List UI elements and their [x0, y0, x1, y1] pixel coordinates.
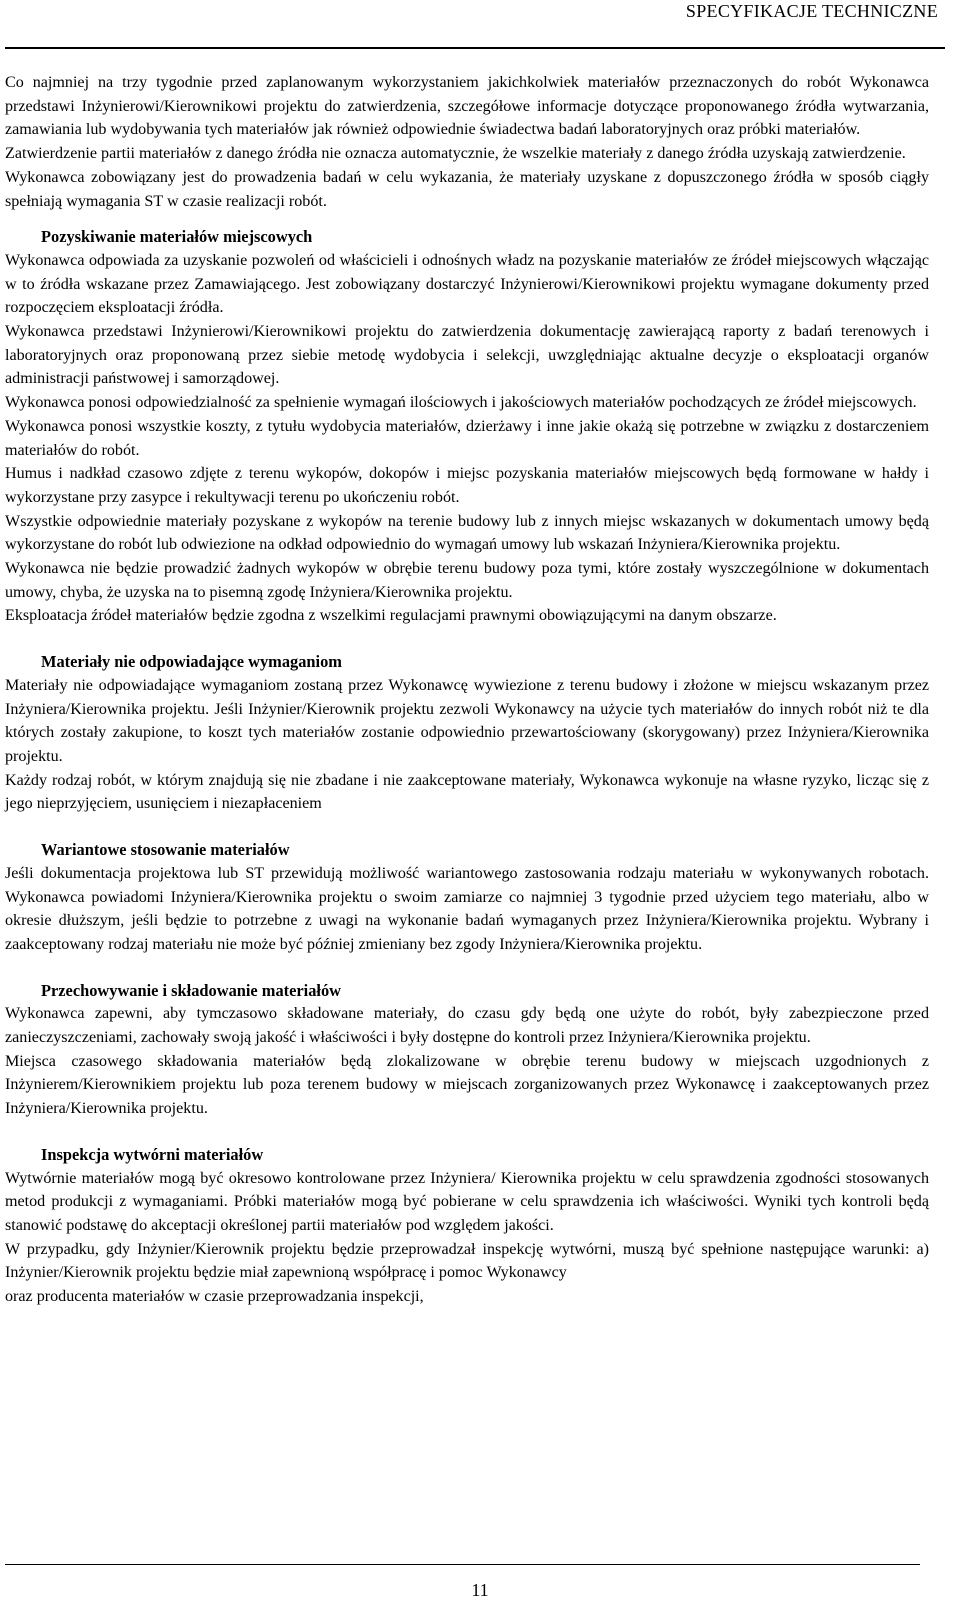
paragraph: Eksploatacja źródeł materiałów będzie zgodna z wszelkimi regulacjami prawnymi obowiązującymi na danym obszarze. — [5, 607, 777, 625]
paragraph: Jeśli dokumentacja projektowa lub ST przewidują możliwość wariantowego zastosowania rodzaju materiału w wykonywanych robotach. Wykonawca powiadomi Inżyniera/Kierownika projektu o swoim zamiarze co najmniej 3 tygodnie przed użyciem tego materiału, albo w okresie dłuższym, jeśli będzie to potrzebne z uwagi na wykonanie badań wymaganych przez Inżyniera/Kierownika projektu. Wybrany i zaakceptowany rodzaj materiału nie może być później zmieniany bez zgody Inżyniera/Kierownika projektu. — [5, 864, 929, 953]
paragraph: W przypadku, gdy Inżynier/Kierownik projektu będzie przeprowadzał inspekcję wytwórni, muszą być spełnione następujące warunki: a) Inżynier/Kierownik projektu będzie miał zapewnioną współpracę i pomoc Wykonawcy — [5, 1240, 929, 1282]
page-number: 11 — [471, 1580, 489, 1600]
paragraph: Wykonawca ponosi wszystkie koszty, z tytułu wydobycia materiałów, dzierżawy i inne jakie okażą się potrzebne w związku z dostarczeniem materiałów do robót. — [5, 417, 929, 459]
intro-paragraph-1: Co najmniej na trzy tygodnie przed zaplanowanym wykorzystaniem jakichkolwiek materiałów przeznaczonych do robót Wykonawca przedstawi Inżynierowi/Kierownikowi projektu do zatwierdzenia, szczegółowe informacje dotyczące proponowanego źródła wytwarzania, zamawiania lub wydobywania tych materiałów jak również odpowiednie świadectwa badań laboratoryjnych oraz próbki materiałów. — [5, 74, 929, 139]
section-heading: Przechowywanie i składowanie materiałów — [41, 980, 342, 1000]
section-local-materials — [5, 225, 929, 628]
section-heading: Wariantowe stosowanie materiałów — [41, 840, 290, 860]
section-heading: Materiały nie odpowiadające wymaganiom — [41, 652, 342, 672]
intro-paragraph-2: Zatwierdzenie partii materiałów z danego źródła nie oznacza automatycznie, że wszelkie materiały z danego źródła uzyskają zatwierdzenie. — [5, 145, 906, 163]
section-storage — [5, 979, 929, 1121]
intro-paragraph-3: Wykonawca zobowiązany jest do prowadzenia badań w celu wykazania, że materiały uzyskane z dopuszczonego źródła w sposób ciągły spełniają wymagania ST w czasie realizacji robót. — [5, 168, 929, 210]
paragraph: Wykonawca ponosi odpowiedzialność za spełnienie wymagań ilościowych i jakościowych materiałów pochodzących ze źródeł miejscowych. — [5, 394, 917, 412]
paragraph: oraz producenta materiałów w czasie przeprowadzania inspekcji, — [5, 1288, 424, 1306]
header-rule — [5, 47, 945, 49]
paragraph: Wytwórnie materiałów mogą być okresowo kontrolowane przez Inżyniera/ Kierownika projektu w celu sprawdzenia zgodności stosowanych metod produkcji z wymaganiami. Próbki materiałów mogą być pobierane w celu sprawdzenia ich właściwości. Wyniki tych kontroli będą stanowić podstawę do akceptacji określonej partii materiałów pod względem jakości. — [5, 1169, 929, 1234]
section-heading: Inspekcja wytwórni materiałów — [41, 1144, 264, 1164]
paragraph: Każdy rodzaj robót, w którym znajdują się nie zbadane i nie zaakceptowane materiały, Wykonawca wykonuje na własne ryzyko, licząc się z jego nieprzyjęciem, usunięciem i niezapłaceniem — [5, 771, 929, 813]
paragraph: Materiały nie odpowiadające wymaganiom zostaną przez Wykonawcę wywiezione z terenu budowy i złożone w miejscu wskazanym przez Inżyniera/Kierownika projektu. Jeśli Inżynier/Kierownik projektu zezwoli Wykonawcy na użycie tych materiałów do innych robót niż te dla których zostały zakupione, to koszt tych materiałów zostanie odpowiednio przewartościowany (skorygowany) przez Inżyniera/Kierownika projektu. — [5, 676, 929, 765]
paragraph: Wykonawca nie będzie prowadzić żadnych wykopów w obrębie terenu budowy poza tymi, które zostały wyszczególnione w dokumentach umowy, chyba, że uzyska na to pisemną zgodę Inżyniera/Kierownika projektu. — [5, 560, 929, 601]
paragraph: Wszystkie odpowiednie materiały pozyskane z wykopów na terenie budowy lub z innych miejsc wskazanych w dokumentach umowy będą wykorzystane do robót lub odwiezione na odkład odpowiednio do wymagań umowy lub wskazań Inżyniera/Kierownika projektu. — [5, 512, 929, 554]
paragraph: Wykonawca zapewni, aby tymczasowo składowane materiały, do czasu gdy będą one użyte do robót, były zabezpieczone przed zanieczyszczeniami, zachowały swoją jakość i właściwości i były dostępne do kontroli przez Inżyniera/Kierownika projektu. — [5, 1005, 929, 1047]
section-heading: Pozyskiwanie materiałów miejscowych — [41, 227, 313, 247]
section-factory-inspection — [5, 1143, 929, 1309]
paragraph: Wykonawca odpowiada za uzyskanie pozwoleń od właścicieli i odnośnych władz na pozyskanie materiałów ze źródeł miejscowych włączając w to źródła wskazane przez Zamawiającego. Jest zobowiązany dostarczyć Inżynierowi/Kierownikowi projektu wymagane dokumenty przed rozpoczęciem eksploatacji źródła. — [5, 251, 929, 317]
section-variant-materials — [5, 838, 929, 957]
footer-rule — [5, 1564, 920, 1565]
document-body — [5, 71, 929, 1309]
paragraph: Miejsca czasowego składowania materiałów będą zlokalizowane w obrębie terenu budowy w miejscach uzgodnionych z Inżynierem/Kierownikiem projektu lub poza terenem budowy w miejscach zorganizowanych przez Wykonawcę i zaakceptowanych przez Inżyniera/Kierownika projektu. — [5, 1052, 929, 1118]
paragraph: Wykonawca przedstawi Inżynierowi/Kierownikowi projektu do zatwierdzenia dokumentację zawierającą raporty z badań terenowych i laboratoryjnych oraz proponowaną przez siebie metodę wydobycia i selekcji, uwzględniając aktualne decyzje o eksploatacji organów administracji państwowej i samorządowej. — [5, 323, 929, 388]
paragraph: Humus i nadkład czasowo zdjęte z terenu wykopów, dokopów i miejsc pozyskania materiałów miejscowych będą formowane w hałdy i wykorzystane przy zasypce i rekultywacji terenu po ukończeniu robót. — [5, 465, 929, 506]
section-nonconforming-materials — [5, 650, 929, 816]
page-header-title: SPECYFIKACJE TECHNICZNE — [685, 1, 938, 21]
